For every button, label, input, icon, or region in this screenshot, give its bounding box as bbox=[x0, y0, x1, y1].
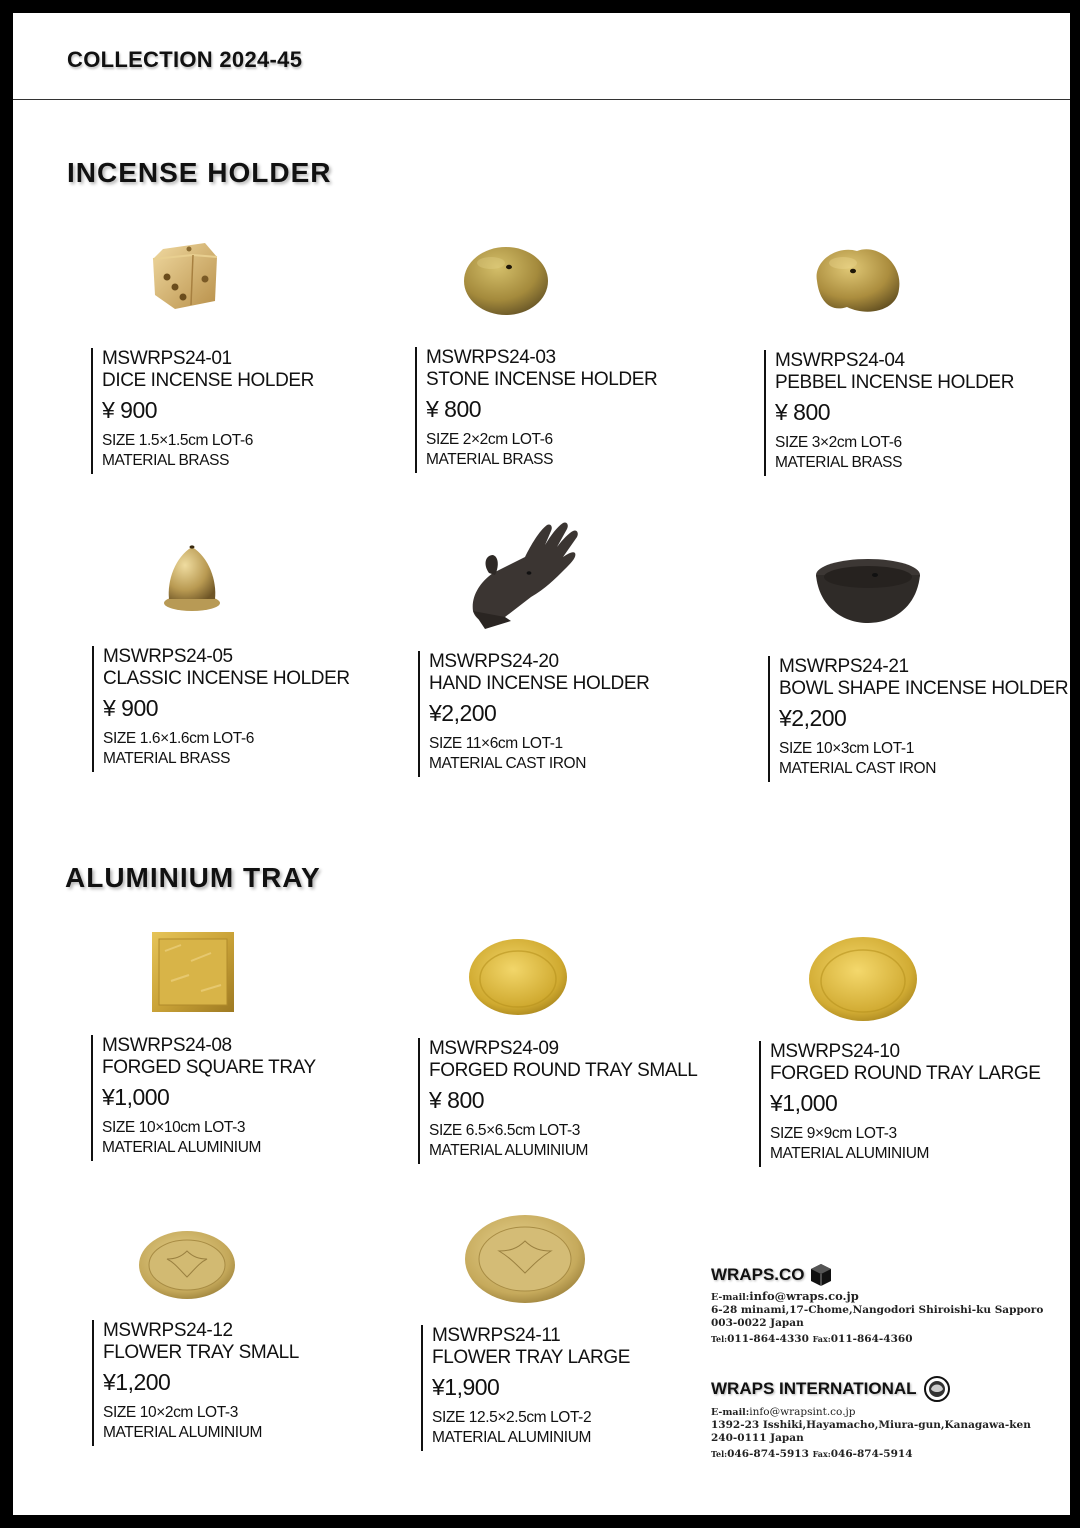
product-size: SIZE 1.6×1.6cm LOT-6 bbox=[103, 730, 254, 747]
forged-round-tray-small-image bbox=[467, 937, 569, 1017]
product-code: MSWRPS24-03 bbox=[426, 347, 556, 368]
forged-round-tray-large-image bbox=[807, 935, 919, 1023]
fax-label: Fax: bbox=[812, 1449, 831, 1459]
product-material: MATERIAL BRASS bbox=[426, 451, 554, 468]
wraps-co-email-line bbox=[711, 1290, 1043, 1304]
fax-number: 046-874-5914 bbox=[830, 1448, 913, 1460]
product-card-msmwrps24-11 bbox=[421, 1325, 630, 1451]
product-price: ¥ 800 bbox=[426, 396, 482, 422]
product-material: MATERIAL ALUMINIUM bbox=[432, 1429, 592, 1446]
product-card-msmwrps24-12 bbox=[92, 1320, 299, 1446]
tel-label: Tel: bbox=[711, 1449, 728, 1459]
product-price: ¥2,200 bbox=[779, 705, 847, 731]
product-code: MSWRPS24-05 bbox=[103, 646, 233, 667]
wraps-international-email-line bbox=[711, 1406, 1031, 1419]
product-size: SIZE 10×10cm LOT-3 bbox=[102, 1119, 246, 1136]
product-material: MATERIAL ALUMINIUM bbox=[429, 1142, 589, 1159]
product-card-msmwrps24-09 bbox=[418, 1038, 697, 1164]
catalog-page bbox=[13, 13, 1070, 1515]
tel-number: 011-864-4330 bbox=[727, 1333, 809, 1345]
product-price: ¥ 800 bbox=[429, 1087, 485, 1113]
product-size: SIZE 10×3cm LOT-1 bbox=[779, 740, 914, 757]
product-name: FLOWER TRAY SMALL bbox=[103, 1342, 299, 1363]
product-material: MATERIAL BRASS bbox=[103, 750, 231, 767]
product-name: DICE INCENSE HOLDER bbox=[102, 370, 314, 391]
cube-logo-icon bbox=[810, 1263, 832, 1287]
wraps-international-phone-line bbox=[711, 1448, 1031, 1461]
product-name: HAND INCENSE HOLDER bbox=[429, 673, 650, 694]
product-price: ¥ 900 bbox=[103, 695, 159, 721]
product-size: SIZE 1.5×1.5cm LOT-6 bbox=[102, 432, 253, 449]
product-card-msmwrps24-10 bbox=[759, 1041, 1041, 1167]
product-material: MATERIAL ALUMINIUM bbox=[103, 1424, 263, 1441]
product-name: FORGED ROUND TRAY SMALL bbox=[429, 1060, 698, 1081]
email-label: E-mail: bbox=[711, 1292, 750, 1303]
product-code: MSWRPS24-21 bbox=[779, 656, 909, 677]
product-name: STONE INCENSE HOLDER bbox=[426, 369, 658, 390]
product-name: FORGED SQUARE TRAY bbox=[102, 1057, 316, 1078]
wraps-international-brand bbox=[711, 1375, 1031, 1403]
product-price: ¥1,900 bbox=[432, 1374, 500, 1400]
product-card-msmwrps24-01 bbox=[91, 348, 314, 474]
section-title-incense-holder: INCENSE HOLDER bbox=[67, 157, 332, 188]
product-size: SIZE 3×2cm LOT-6 bbox=[775, 434, 902, 451]
product-code: MSWRPS24-11 bbox=[432, 1325, 561, 1346]
tel-number: 046-874-5913 bbox=[727, 1448, 809, 1460]
wraps-co-phone-line bbox=[711, 1333, 1043, 1346]
product-code: MSWRPS24-09 bbox=[429, 1038, 559, 1059]
product-size: SIZE 6.5×6.5cm LOT-3 bbox=[429, 1122, 580, 1139]
email-label: E-mail: bbox=[711, 1407, 750, 1418]
product-size: SIZE 12.5×2.5cm LOT-2 bbox=[432, 1409, 592, 1426]
stone-incense-holder-image bbox=[461, 237, 551, 319]
product-card-msmwrps24-03 bbox=[415, 347, 657, 473]
product-material: MATERIAL ALUMINIUM bbox=[770, 1145, 930, 1162]
address-line-2: 003-0022 Japan bbox=[711, 1317, 804, 1329]
bowl-incense-holder-image bbox=[813, 557, 923, 627]
tel-label: Tel: bbox=[711, 1334, 728, 1344]
pebble-incense-holder-image bbox=[807, 241, 907, 321]
product-code: MSWRPS24-20 bbox=[429, 651, 559, 672]
fax-number: 011-864-4360 bbox=[830, 1333, 913, 1345]
product-price: ¥ 800 bbox=[775, 399, 831, 425]
product-name: PEBBEL INCENSE HOLDER bbox=[775, 372, 1015, 393]
product-material: MATERIAL BRASS bbox=[102, 452, 230, 469]
product-material: MATERIAL BRASS bbox=[775, 454, 903, 471]
product-size: SIZE 9×9cm LOT-3 bbox=[770, 1125, 897, 1142]
product-size: SIZE 10×2cm LOT-3 bbox=[103, 1404, 238, 1421]
product-code: MSWRPS24-08 bbox=[102, 1035, 232, 1056]
product-card-msmwrps24-05 bbox=[92, 646, 350, 772]
flower-tray-small-image bbox=[137, 1229, 237, 1301]
flower-tray-large-image bbox=[463, 1213, 587, 1305]
seal-logo-icon bbox=[922, 1375, 952, 1403]
product-material: MATERIAL CAST IRON bbox=[429, 755, 587, 772]
product-price: ¥1,000 bbox=[102, 1084, 170, 1110]
wraps-international-name: WRAPS INTERNATIONAL bbox=[711, 1379, 917, 1398]
address-line-2: 240-0111 Japan bbox=[711, 1432, 804, 1444]
product-price: ¥2,200 bbox=[429, 700, 497, 726]
header-divider bbox=[13, 99, 1070, 100]
forged-square-tray-image bbox=[151, 931, 235, 1013]
product-material: MATERIAL CAST IRON bbox=[779, 760, 937, 777]
product-size: SIZE 2×2cm LOT-6 bbox=[426, 431, 553, 448]
section-title-aluminium-tray: ALUMINIUM TRAY bbox=[65, 862, 321, 893]
email-address[interactable]: info@wraps.co.jp bbox=[749, 1289, 859, 1303]
product-name: CLASSIC INCENSE HOLDER bbox=[103, 668, 350, 689]
fax-label: Fax: bbox=[812, 1334, 831, 1344]
product-card-msmwrps24-04 bbox=[764, 350, 1014, 476]
product-price: ¥1,200 bbox=[103, 1369, 171, 1395]
collection-title: COLLECTION 2024-45 bbox=[67, 47, 303, 72]
product-card-msmwrps24-08 bbox=[91, 1035, 316, 1161]
product-name: FORGED ROUND TRAY LARGE bbox=[770, 1063, 1041, 1084]
product-code: MSWRPS24-04 bbox=[775, 350, 905, 371]
product-name: FLOWER TRAY LARGE bbox=[432, 1347, 631, 1368]
product-code: MSWRPS24-10 bbox=[770, 1041, 900, 1062]
product-card-msmwrps24-21 bbox=[768, 656, 1068, 782]
address-line-1: 1392-23 Isshiki,Hayamacho,Miura-gun,Kanagawa-ken bbox=[711, 1419, 1031, 1431]
wraps-co-brand bbox=[711, 1263, 1043, 1287]
product-price: ¥ 900 bbox=[102, 397, 158, 423]
address-line-1: 6-28 minami,17-Chome,Nangodori Shiroishi-ku Sapporo bbox=[711, 1304, 1044, 1316]
product-code: MSWRPS24-12 bbox=[103, 1320, 233, 1341]
contact-wraps-international bbox=[711, 1375, 1031, 1461]
product-price: ¥1,000 bbox=[770, 1090, 838, 1116]
product-material: MATERIAL ALUMINIUM bbox=[102, 1139, 262, 1156]
wraps-co-name: WRAPS.CO bbox=[711, 1265, 805, 1284]
email-address[interactable]: info@wrapsint.co.jp bbox=[749, 1406, 856, 1418]
hand-incense-holder-image bbox=[465, 517, 585, 633]
product-card-msmwrps24-20 bbox=[418, 651, 649, 777]
product-size: SIZE 11×6cm LOT-1 bbox=[429, 735, 563, 752]
contact-wraps-co bbox=[711, 1263, 1043, 1346]
dice-incense-holder-image bbox=[145, 235, 225, 315]
classic-incense-holder-image bbox=[161, 541, 223, 615]
product-name: BOWL SHAPE INCENSE HOLDER bbox=[779, 678, 1069, 699]
product-code: MSWRPS24-01 bbox=[102, 348, 232, 369]
